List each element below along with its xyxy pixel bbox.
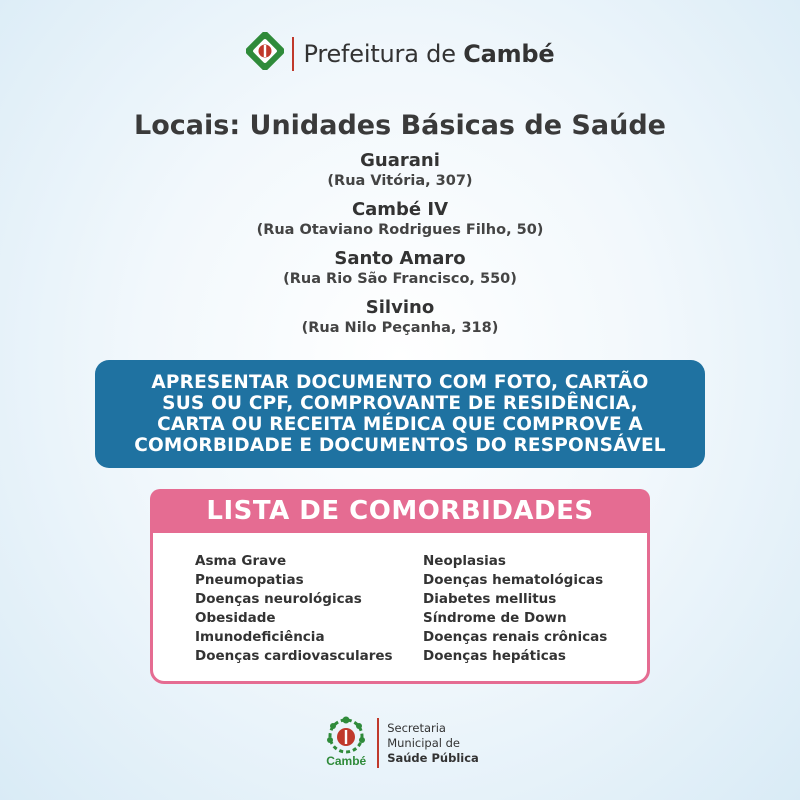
- comorbidity-item: Obesidade: [195, 610, 276, 626]
- location-item: [0, 248, 800, 288]
- location-name: Cambé IV: [351, 199, 449, 220]
- header: [0, 32, 800, 75]
- secretaria-name: Secretaria Municipal de Saúde Pública: [387, 720, 479, 765]
- location-item: [0, 199, 800, 239]
- prefeitura-logo-icon: [246, 32, 284, 75]
- location-item: [0, 297, 800, 337]
- comorbidity-item: Doenças cardiovasculares: [195, 648, 393, 664]
- header-divider: [292, 37, 294, 71]
- comorbidities-left-column: [195, 552, 393, 666]
- location-address: (Rua Rio São Francisco, 550): [283, 271, 517, 287]
- location-address: (Rua Vitória, 307): [327, 173, 473, 189]
- comorbidity-item: Neoplasias: [423, 553, 506, 569]
- comorbidity-item: Doenças hematológicas: [423, 572, 604, 588]
- comorbidity-item: Pneumopatias: [195, 572, 304, 588]
- comorbidities-right-column: [423, 552, 607, 666]
- location-item: [0, 150, 800, 190]
- footer: [0, 714, 800, 772]
- location-address: (Rua Nilo Peçanha, 318): [301, 320, 499, 336]
- comorbidity-item: Doenças neurológicas: [195, 591, 362, 607]
- comorbidity-item: Asma Grave: [195, 553, 287, 569]
- page-title: Locais: Unidades Básicas de Saúde: [134, 110, 666, 141]
- location-address: (Rua Otaviano Rodrigues Filho, 50): [256, 222, 544, 238]
- comorbidities-heading: LISTA DE COMORBIDADES: [206, 496, 594, 526]
- comorbidity-item: Diabetes mellitus: [423, 591, 557, 607]
- comorbidities-box: [150, 489, 650, 684]
- location-name: Santo Amaro: [334, 248, 466, 269]
- comorbidity-item: Doenças hepáticas: [423, 648, 566, 664]
- required-documents-box: [95, 360, 705, 468]
- locations-list: [0, 150, 800, 346]
- required-documents-text: APRESENTAR DOCUMENTO COM FOTO, CARTÃO SUS OU CPF, COMPROVANTE DE RESIDÊNCIA, CARTA OU RECEITA MÉDICA QUE COMPROVE A COMORBIDADE E DOCUMENTOS DO RESPONSÁVEL: [134, 372, 666, 456]
- prefeitura-brand: Prefeitura de Cambé: [303, 39, 555, 68]
- secretaria-logo-text: Cambé: [326, 754, 367, 768]
- comorbidity-item: Síndrome de Down: [423, 610, 567, 626]
- footer-divider: [377, 718, 379, 768]
- comorbidity-item: Doenças renais crônicas: [423, 629, 608, 645]
- secretaria-logo: [321, 714, 371, 772]
- comorbidity-item: Imunodeficiência: [195, 629, 325, 645]
- location-name: Silvino: [365, 297, 435, 318]
- location-name: Guarani: [360, 150, 440, 171]
- comorbidities-heading-bar: [150, 489, 650, 533]
